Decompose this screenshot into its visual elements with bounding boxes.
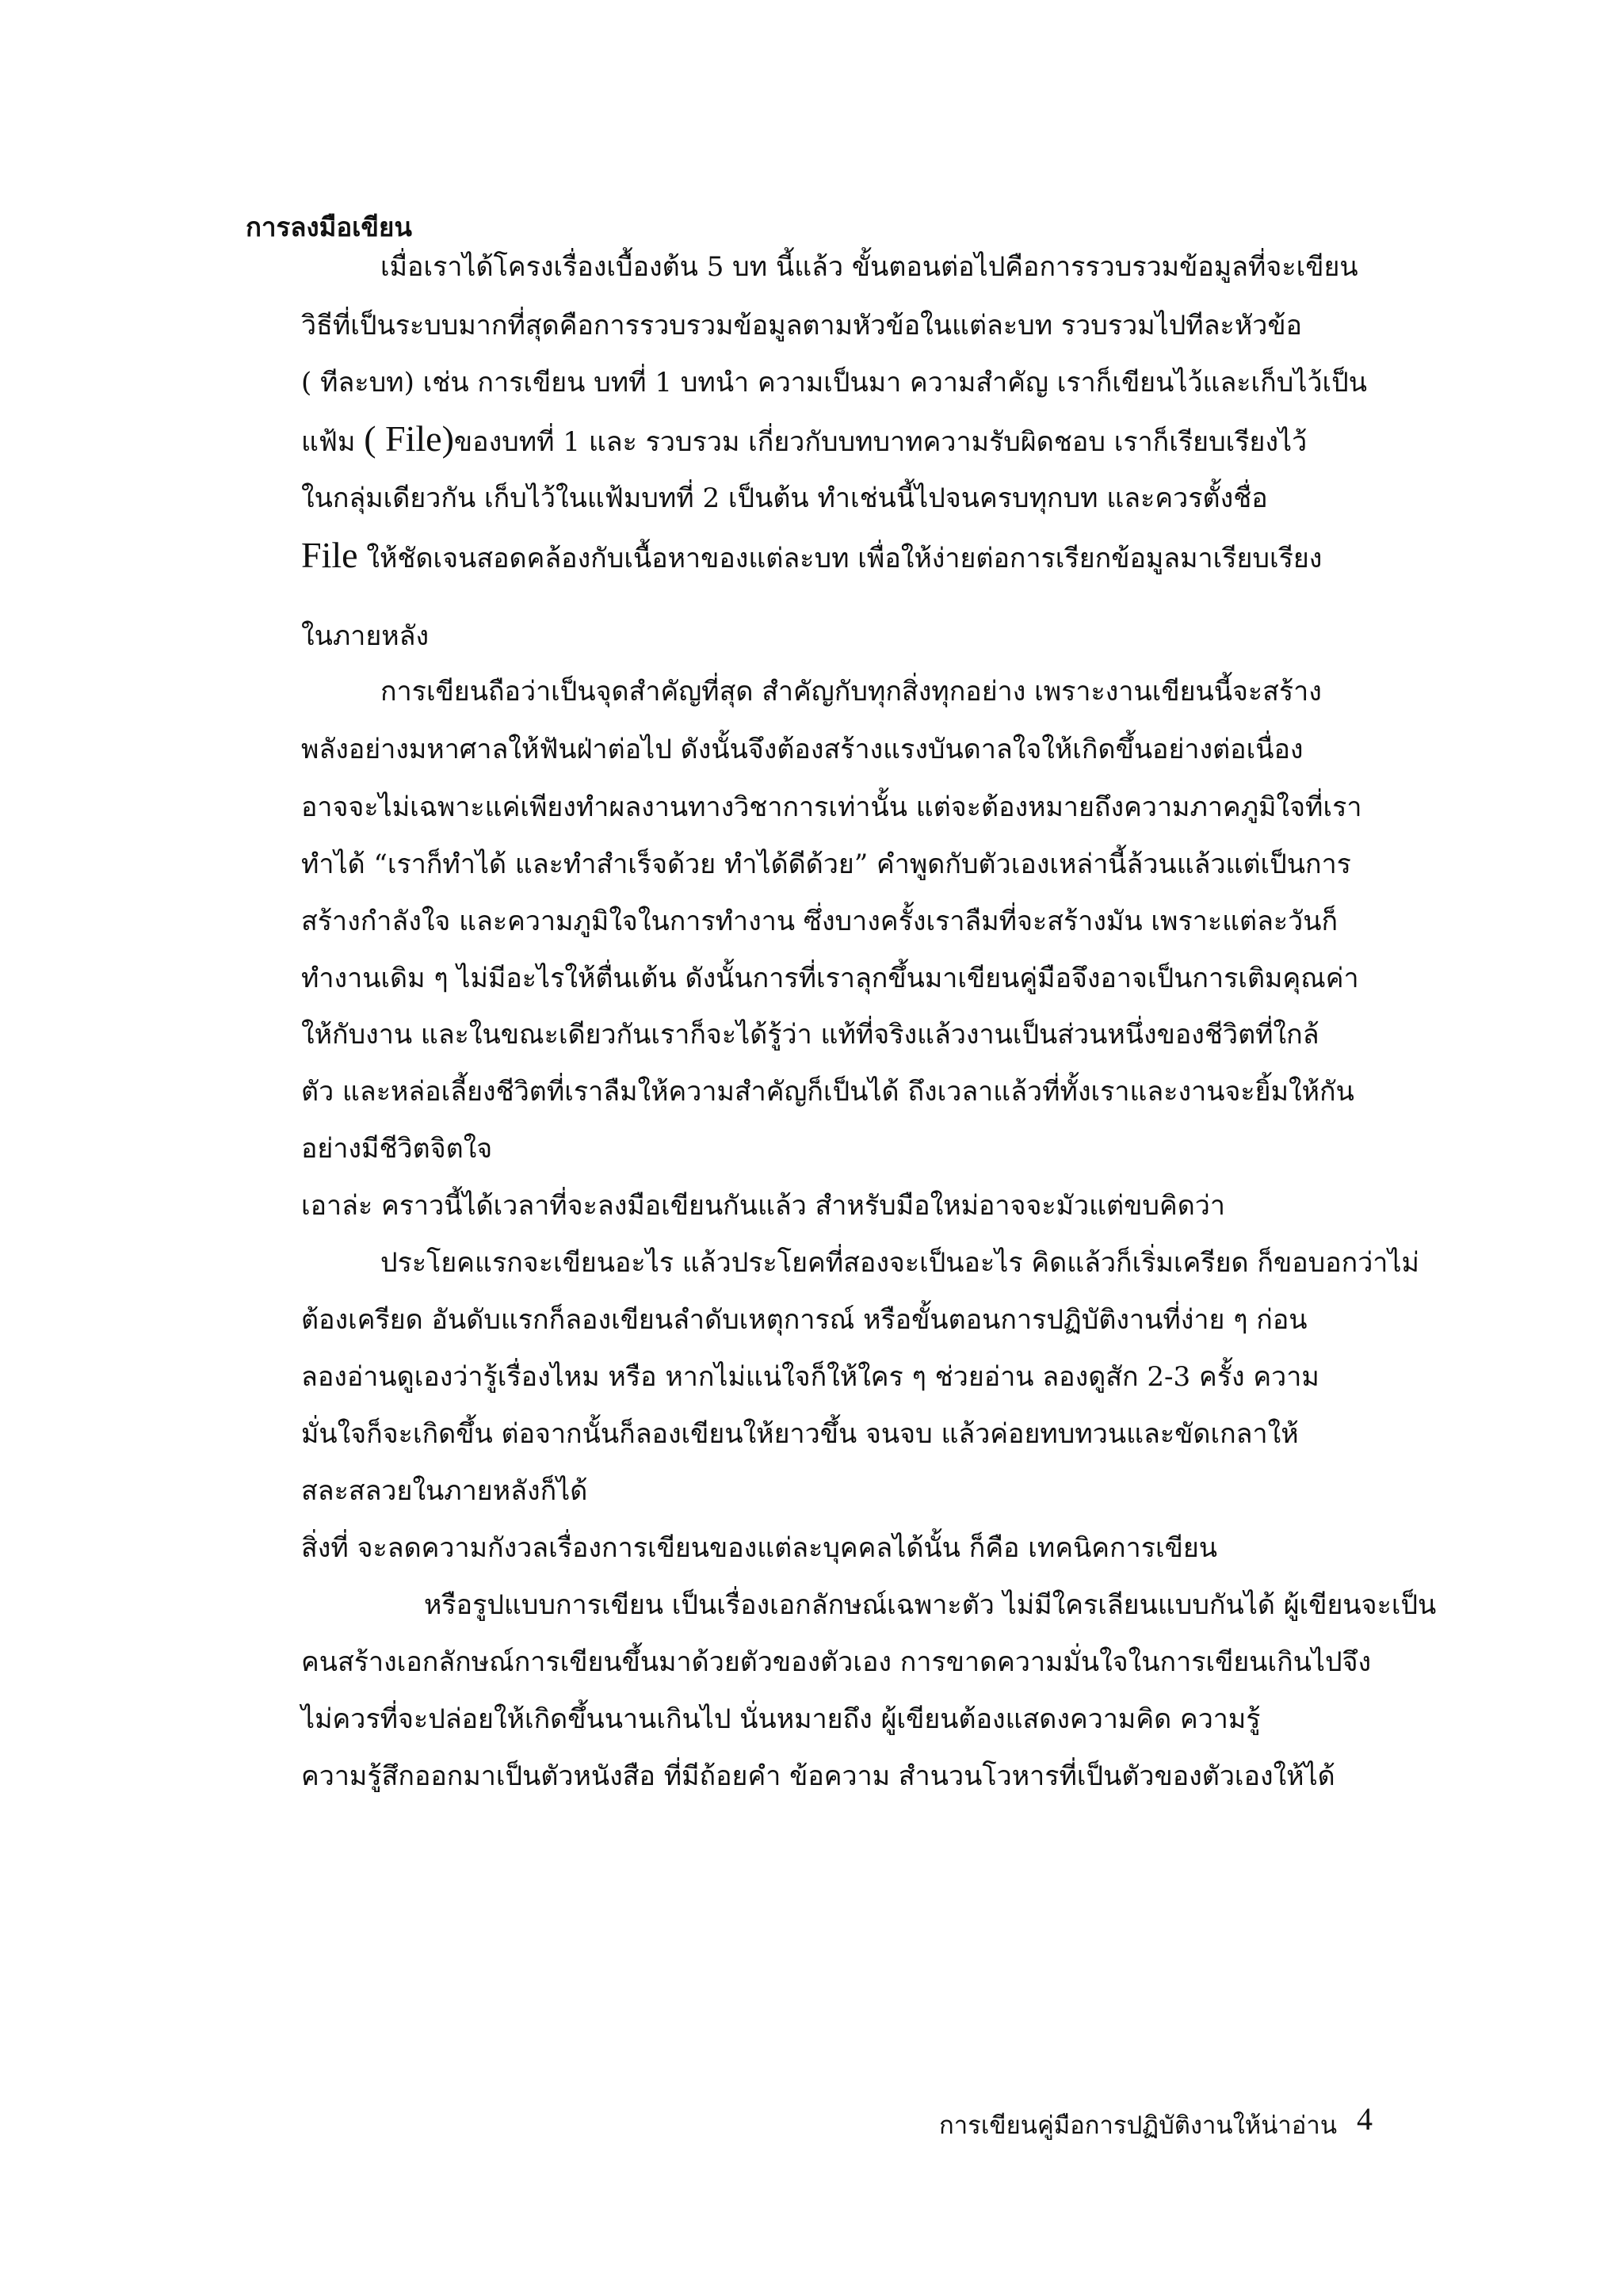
paragraph-line: ในกลุ่มเดียวกัน เก็บไว้ในแฟ้มบทที่ 2 เป็นต้น ทำเช่นนี้ไปจนครบทุกบท และควรตั้งชื่อ: [301, 482, 1268, 514]
paragraph-line: สละสลวยในภายหลังก็ได้: [301, 1475, 588, 1507]
paragraph-line: แฟ้ม ( File)ของบทที่ 1 และ รวบรวม เกี่ยวกับบทบาทความรับผิดชอบ เราก็เรียบเรียงไว้: [301, 418, 1308, 459]
paragraph-line: คนสร้างเอกลักษณ์การเขียนขึ้นมาด้วยตัวของตัวเอง การขาดความมั่นใจในการเขียนเกินไปจึง: [301, 1646, 1372, 1678]
paragraph-line: สร้างกำลังใจ และความภูมิใจในการทำงาน ซึ่งบางครั้งเราลืมที่จะสร้างมัน เพราะแต่ละวันก็: [301, 906, 1338, 937]
paragraph-line: ความรู้สึกออกมาเป็นตัวหนังสือ ที่มีถ้อยคำ ข้อความ สำนวนโวหารที่เป็นตัวของตัวเองให้ได้: [301, 1760, 1335, 1792]
paragraph-line: การเขียนถือว่าเป็นจุดสำคัญที่สุด สำคัญกับทุกสิ่งทุกอย่าง เพราะงานเขียนนี้จะสร้าง: [380, 676, 1322, 707]
paragraph-line: อย่างมีชีวิตจิตใจ: [301, 1133, 493, 1165]
paragraph-line: ต้องเครียด อันดับแรกก็ลองเขียนลำดับเหตุการณ์ หรือขั้นตอนการปฏิบัติงานที่ง่าย ๆ ก่อน: [301, 1304, 1308, 1336]
footer-title: การเขียนคู่มือการปฏิบัติงานให้น่าอ่าน: [939, 2111, 1338, 2140]
paragraph-line: ในภายหลัง: [301, 620, 430, 652]
paragraph-line: ให้กับงาน และในขณะเดียวกันเราก็จะได้รู้ว่า แท้ที่จริงแล้วงานเป็นส่วนหนึ่งของชีวิตที่ใกล้: [301, 1019, 1319, 1051]
paragraph-line: มั่นใจก็จะเกิดขึ้น ต่อจากนั้นก็ลองเขียนให้ยาวขึ้น จนจบ แล้วค่อยทบทวนและขัดเกลาให้: [301, 1418, 1299, 1450]
paragraph-line: เมื่อเราได้โครงเรื่องเบื้องต้น 5 บท นี้แล้ว ขั้นตอนต่อไปคือการรวบรวมข้อมูลที่จะเขียน: [380, 251, 1358, 283]
paragraph-line: File ให้ชัดเจนสอดคล้องกับเนื้อหาของแต่ละบท เพื่อให้ง่ายต่อการเรียกข้อมูลมาเรียบเรียง: [301, 535, 1323, 575]
section-heading: การลงมือเขียน: [246, 212, 412, 242]
paragraph-line: ลองอ่านดูเองว่ารู้เรื่องไหม หรือ หากไม่แน่ใจก็ให้ใคร ๆ ช่วยอ่าน ลองดูสัก 2-3 ครั้ง ความ: [301, 1361, 1319, 1393]
paragraph-line: วิธีที่เป็นระบบมากที่สุดคือการรวบรวมข้อมูลตามหัวข้อในแต่ละบท รวบรวมไปทีละหัวข้อ: [301, 310, 1302, 341]
paragraph-line: ( ทีละบท) เช่น การเขียน บทที่ 1 บทนำ ความเป็นมา ความสำคัญ เราก็เขียนไว้และเก็บไว้เป็น: [301, 367, 1367, 399]
page-number: 4: [1357, 2101, 1373, 2137]
paragraph-line: เอาล่ะ คราวนี้ได้เวลาที่จะลงมือเขียนกันแล้ว สำหรับมือใหม่อาจจะมัวแต่ขบคิดว่า: [301, 1190, 1225, 1222]
paragraph-line: ไม่ควรที่จะปล่อยให้เกิดขึ้นนานเกินไป นั่นหมายถึง ผู้เขียนต้องแสดงความคิด ความรู้: [301, 1703, 1261, 1735]
paragraph-line: ทำได้ “เราก็ทำได้ และทำสำเร็จด้วย ทำได้ดีด้วย” คำพูดกับตัวเองเหล่านี้ล้วนแล้วแต่เป็นการ: [301, 849, 1351, 880]
paragraph-line: อาจจะไม่เฉพาะแค่เพียงทำผลงานทางวิชาการเท่านั้น แต่จะต้องหมายถึงความภาคภูมิใจที่เรา: [301, 791, 1362, 823]
paragraph-line: ตัว และหล่อเลี้ยงชีวิตที่เราลืมให้ความสำคัญก็เป็นได้ ถึงเวลาแล้วที่ทั้งเราและงานจะยิ้มให้กัน: [301, 1076, 1354, 1108]
paragraph-line: พลังอย่างมหาศาลให้ฟันฝ่าต่อไป ดังนั้นจึงต้องสร้างแรงบันดาลใจให้เกิดขึ้นอย่างต่อเนื่อง: [301, 734, 1304, 765]
paragraph-line: สิ่งที่ จะลดความกังวลเรื่องการเขียนของแต่ละบุคคลได้นั้น ก็คือ เทคนิคการเขียน: [301, 1532, 1218, 1564]
paragraph-line: ประโยคแรกจะเขียนอะไร แล้วประโยคที่สองจะเป็นอะไร คิดแล้วก็เริ่มเครียด ก็ขอบอกว่าไม่: [380, 1247, 1419, 1279]
paragraph-line: หรือรูปแบบการเขียน เป็นเรื่องเอกลักษณ์เฉพาะตัว ไม่มีใครเลียนแบบกันได้ ผู้เขียนจะเป็น: [424, 1589, 1437, 1621]
paragraph-line: ทำงานเดิม ๆ ไม่มีอะไรให้ตื่นเต้น ดังนั้นการที่เราลุกขึ้นมาเขียนคู่มือจึงอาจเป็นการเติมคุณค่า: [301, 963, 1359, 994]
